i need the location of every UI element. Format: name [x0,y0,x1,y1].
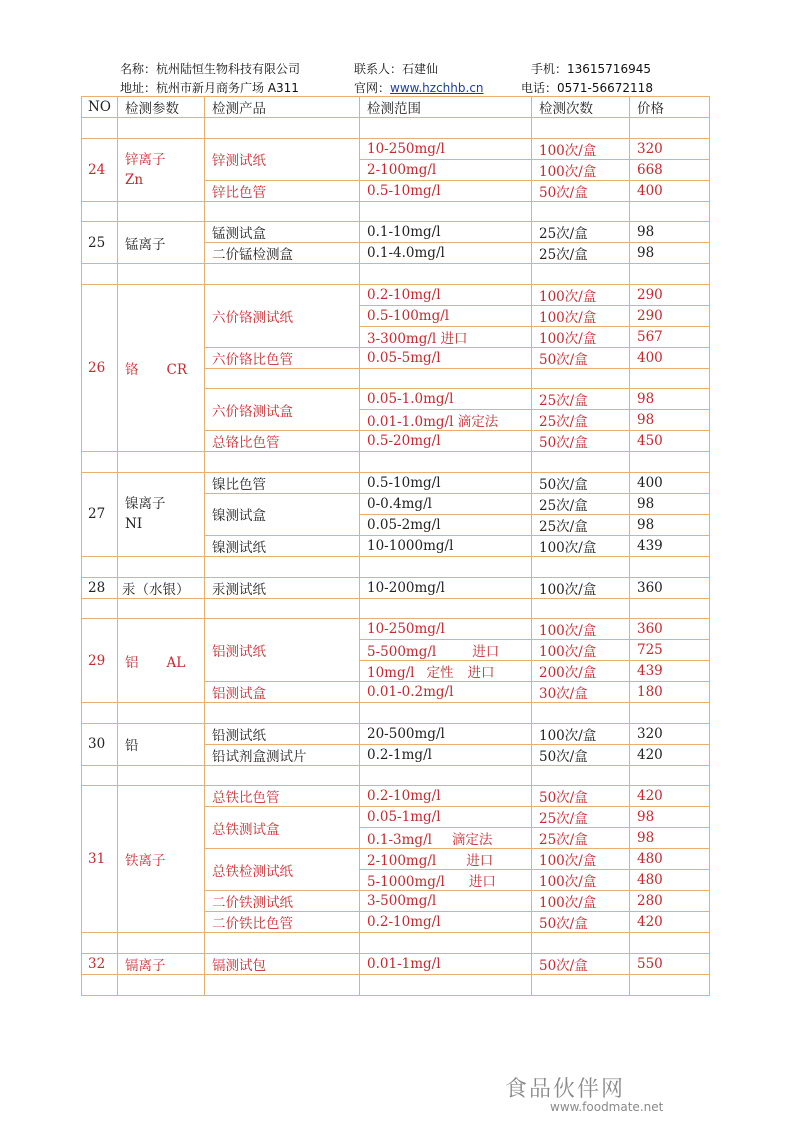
row-number: 25 [82,222,118,264]
product-cell: 二价锰检测盒 [205,243,360,264]
times-cell: 100次/盒 [532,891,630,912]
range-cell: 20-500mg/l [360,723,532,744]
range-cell: 0.05-1.0mg/l [360,389,532,410]
range-value: 5-1000mg/l [367,874,445,891]
price-cell: 360 [630,619,710,640]
price-cell: 98 [630,410,710,431]
times-cell: 50次/盒 [532,431,630,452]
table-row [82,138,710,159]
spacer-row [82,933,710,954]
product-cell: 镍测试纸 [205,535,360,556]
table-row [82,786,710,807]
product-cell: 锌测试纸 [205,138,360,180]
times-cell: 25次/盒 [532,410,630,431]
row-number: 29 [82,619,118,703]
range-cell: 0.5-10mg/l [360,472,532,493]
price-cell: 98 [630,493,710,514]
param-symbol: Zn [125,171,144,188]
phone-number: 电话：0571-56672118 [521,81,653,95]
times-cell: 25次/盒 [532,493,630,514]
price-cell: 98 [630,514,710,535]
spacer-row [82,201,710,222]
range-cell: 0.2-1mg/l [360,744,532,765]
spacer-row [82,264,710,285]
spacer-row [82,765,710,786]
times-cell: 25次/盒 [532,243,630,264]
range-cell: 0.01-0.2mg/l [360,682,532,703]
times-cell: 100次/盒 [532,577,630,598]
spacer-row [82,598,710,619]
price-cell: 98 [630,389,710,410]
price-cell: 290 [630,305,710,326]
times-cell: 100次/盒 [532,326,630,347]
range-cell: 0.05-2mg/l [360,514,532,535]
range-note: 进口 [466,853,494,870]
range-cell [360,849,532,870]
product-cell: 二价铁比色管 [205,912,360,933]
company-name: 名称：杭州陆恒生物科技有限公司 [120,62,301,76]
param-name: 铁离子 [118,786,205,933]
col-header-no: NO [82,97,118,118]
times-cell: 100次/盒 [532,723,630,744]
range-cell: 0.1-4.0mg/l [360,243,532,264]
price-cell: 439 [630,535,710,556]
times-cell: 100次/盒 [532,284,630,305]
range-cell: 2-100mg/l [360,159,532,180]
times-cell: 30次/盒 [532,682,630,703]
price-cell: 420 [630,744,710,765]
range-cell: 0.01-1mg/l [360,953,532,974]
product-cell: 铝测试纸 [205,619,360,682]
row-number: 26 [82,284,118,452]
table-header-row [82,97,710,118]
product-cell: 二价铁测试纸 [205,891,360,912]
price-cell: 567 [630,326,710,347]
param-symbol: AL [166,654,186,671]
price-cell: 320 [630,723,710,744]
times-cell: 50次/盒 [532,786,630,807]
param-symbol: NI [125,516,143,533]
price-cell: 360 [630,577,710,598]
mobile-number: 手机：13615716945 [531,62,651,76]
range-cell: 0.2-10mg/l [360,912,532,933]
price-cell: 280 [630,891,710,912]
param-symbol: CR [166,362,187,379]
row-number: 24 [82,138,118,201]
spacer-row [82,703,710,724]
times-cell: 50次/盒 [532,347,630,368]
address: 地址：杭州市新月商务广场 A311 [120,81,299,95]
times-cell: 50次/盒 [532,472,630,493]
range-cell: 10-1000mg/l [360,535,532,556]
param-name: 镍离子 [125,496,166,513]
price-cell: 98 [630,828,710,849]
product-cell: 铅试剂盒测试片 [205,744,360,765]
table-row [82,284,710,305]
product-cell: 六价铬比色管 [205,347,360,368]
product-cell: 铝测试盒 [205,682,360,703]
times-cell: 100次/盒 [532,640,630,661]
times-cell: 25次/盒 [532,222,630,243]
price-cell: 400 [630,472,710,493]
range-cell: 0.5-10mg/l [360,180,532,201]
price-cell: 420 [630,912,710,933]
times-cell: 100次/盒 [532,849,630,870]
product-cell: 总铬比色管 [205,431,360,452]
range-value: 0.1-3mg/l [367,832,432,849]
price-cell: 98 [630,807,710,828]
times-cell: 200次/盒 [532,661,630,682]
range-note: 进口 [468,874,496,891]
website-prefix: 官网： [354,81,391,95]
range-value: 5-500mg/l [367,644,437,661]
times-cell: 50次/盒 [532,744,630,765]
range-cell: 10-200mg/l [360,577,532,598]
price-cell: 668 [630,159,710,180]
times-cell: 50次/盒 [532,180,630,201]
product-cell: 六价铬测试盒 [205,389,360,431]
range-cell: 0.2-10mg/l [360,786,532,807]
price-cell: 550 [630,953,710,974]
range-cell: 0.2-10mg/l [360,284,532,305]
range-cell [360,640,532,661]
range-cell: 0-0.4mg/l [360,493,532,514]
product-cell: 总铁比色管 [205,786,360,807]
price-cell: 98 [630,243,710,264]
range-value: 10mg/l [367,665,415,682]
price-cell: 180 [630,682,710,703]
times-cell: 50次/盒 [532,912,630,933]
table-row [82,619,710,640]
price-cell: 480 [630,870,710,891]
price-cell: 400 [630,347,710,368]
range-cell: 0.1-10mg/l [360,222,532,243]
product-cell: 锰测试盒 [205,222,360,243]
range-cell: 0.05-5mg/l [360,347,532,368]
product-cell: 铅测试纸 [205,723,360,744]
price-cell: 439 [630,661,710,682]
product-cell: 汞测试纸 [205,577,360,598]
range-cell: 0.5-100mg/l [360,305,532,326]
price-cell: 725 [630,640,710,661]
product-cell: 总铁检测试纸 [205,849,360,891]
range-cell: 0.01-1.0mg/l 滴定法 [360,410,532,431]
param-name: 锰离子 [118,222,205,264]
row-number: 30 [82,723,118,765]
col-header-price: 价格 [630,97,710,118]
price-cell: 98 [630,222,710,243]
param-name: 镉离子 [118,953,205,974]
row-number: 32 [82,953,118,974]
col-header-param: 检测参数 [118,97,205,118]
product-price-table [81,96,710,996]
col-header-range: 检测范围 [360,97,532,118]
times-cell: 100次/盒 [532,535,630,556]
price-cell: 450 [630,431,710,452]
product-cell: 镉测试包 [205,953,360,974]
row-number: 27 [82,472,118,556]
product-cell: 锌比色管 [205,180,360,201]
contact-person: 联系人：石建仙 [354,62,439,76]
price-cell: 320 [630,138,710,159]
watermark-url: www.foodmate.net [550,1100,664,1114]
times-cell: 100次/盒 [532,159,630,180]
range-cell: 0.05-1mg/l [360,807,532,828]
range-cell: 10-250mg/l [360,138,532,159]
price-cell: 480 [630,849,710,870]
spacer-row [82,452,710,473]
row-number: 31 [82,786,118,933]
col-header-product: 检测产品 [205,97,360,118]
range-cell: 10-250mg/l [360,619,532,640]
website-link[interactable]: www.hzchhb.cn [390,81,484,95]
param-name: 铬 [125,362,139,379]
range-cell [360,870,532,891]
param-cell [118,619,205,703]
times-cell: 100次/盒 [532,305,630,326]
range-value: 2-100mg/l [367,853,437,870]
price-cell: 420 [630,786,710,807]
table-row [82,222,710,243]
param-name: 铝 [125,654,139,671]
times-cell: 100次/盒 [532,138,630,159]
table-row [82,577,710,598]
param-cell [118,284,205,452]
range-cell: 0.5-20mg/l [360,431,532,452]
price-cell: 400 [630,180,710,201]
range-cell: 3-300mg/l 进口 [360,326,532,347]
watermark [505,1072,664,1114]
param-cell [118,138,205,201]
row-number: 28 [82,577,118,598]
table-row [82,472,710,493]
product-cell: 镍测试盒 [205,493,360,535]
range-note: 进口 [467,665,495,682]
table-row [82,953,710,974]
param-name: 汞（水银） [118,577,205,598]
spacer-row [82,974,710,995]
product-cell: 六价铬测试纸 [205,284,360,347]
times-cell: 100次/盒 [532,870,630,891]
param-cell [118,472,205,556]
times-cell: 25次/盒 [532,514,630,535]
range-cell: 3-500mg/l [360,891,532,912]
range-cell [360,661,532,682]
param-name: 铅 [118,723,205,765]
col-header-times: 检测次数 [532,97,630,118]
range-note: 定性 [426,665,454,682]
spacer-row [82,556,710,577]
param-name: 锌离子 [125,151,166,168]
times-cell: 50次/盒 [532,953,630,974]
range-cell [360,828,532,849]
table-row [82,723,710,744]
times-cell: 100次/盒 [532,619,630,640]
times-cell: 25次/盒 [532,807,630,828]
product-cell: 总铁测试盒 [205,807,360,849]
range-note: 滴定法 [451,832,493,849]
product-cell: 镍比色管 [205,472,360,493]
watermark-logo-text: 食品伙伴网 [505,1077,626,1102]
range-note: 进口 [472,644,500,661]
website [354,79,484,96]
times-cell: 25次/盒 [532,828,630,849]
times-cell: 25次/盒 [532,389,630,410]
spacer-row [82,118,710,139]
price-cell: 290 [630,284,710,305]
